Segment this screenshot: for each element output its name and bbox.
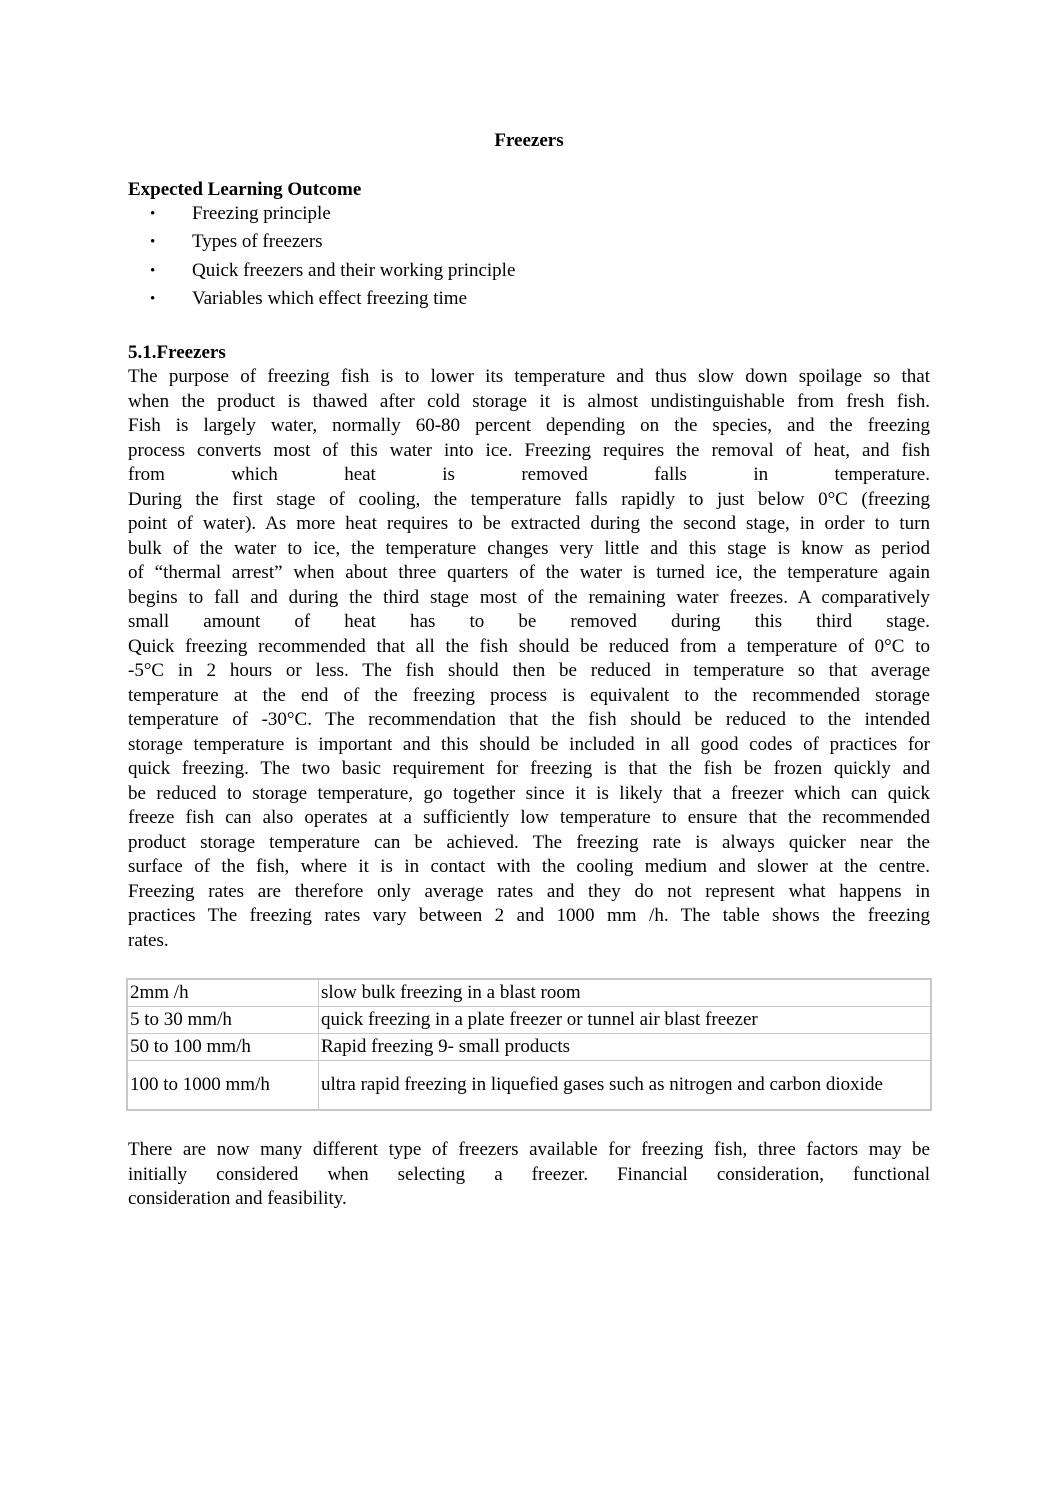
list-item (128, 230, 515, 258)
rate-cell: 100 to 1000 mm/h (127, 1060, 319, 1110)
list-item-text: Types of freezers (192, 231, 323, 253)
text-line: consideration and feasibility. (128, 1188, 347, 1209)
text-line: of “thermal arrest” when about three quarters of the water is turned ice, the temperature again (128, 562, 930, 583)
learning-outcome-list (128, 202, 515, 315)
body-paragraph-freezing (128, 365, 930, 953)
text-line: freeze fish can also operates at a sufficiently low temperature to ensure that the recommended (128, 807, 930, 828)
text-line: Quick freezing recommended that all the fish should be reduced from a temperature of 0°C to (128, 635, 930, 657)
text-line: point of water). As more heat requires to be extracted during the second stage, in order to turn (128, 513, 930, 534)
section-heading: 5.1.Freezers (128, 342, 226, 363)
bullet-icon: • (150, 234, 156, 251)
text-line: practices The freezing rates vary between 2 and 1000 mm /h. The table shows the freezing (128, 905, 930, 926)
description-cell: slow bulk freezing in a blast room (319, 979, 932, 1006)
list-item (128, 259, 515, 287)
text-line: when the product is thawed after cold storage it is almost undistinguishable from fresh fish. (128, 390, 930, 412)
text-line: bulk of the water to ice, the temperature changes very little and this stage is know as period (128, 537, 930, 559)
text-line: begins to fall and during the third stage most of the remaining water freezes. A comparatively (128, 586, 930, 608)
text-line: Freezing rates are therefore only average rates and they do not represent what happens in (128, 880, 930, 902)
text-line: storage temperature is important and this should be included in all good codes of practices for (128, 733, 930, 755)
text-line: be reduced to storage temperature, go together since it is likely that a freezer which can quick (128, 782, 930, 804)
text-line: small amount of heat has to be removed during this third stage. (128, 611, 930, 632)
text-line: quick freezing. The two basic requirement for freezing is that the fish be frozen quickly and (128, 758, 930, 779)
list-item-text: Quick freezers and their working principle (192, 259, 516, 281)
text-line: During the first stage of cooling, the temperature falls rapidly to just below 0°C (freezing (128, 488, 930, 510)
text-line: rates. (128, 929, 169, 951)
table-row (127, 1006, 931, 1033)
text-line: surface of the fish, where it is in contact with the cooling medium and slower at the centre. (128, 856, 930, 877)
freezing-rates-table (126, 978, 932, 1111)
learning-outcome-heading: Expected Learning Outcome (128, 179, 362, 200)
description-cell: ultra rapid freezing in liquefied gases such as nitrogen and carbon dioxide (319, 1060, 932, 1110)
text-line: temperature of -30°C. The recommendation that the fish should be reduced to the intended (128, 709, 930, 730)
description-cell: quick freezing in a plate freezer or tunnel air blast freezer (319, 1006, 932, 1033)
rate-cell: 50 to 100 mm/h (127, 1033, 319, 1060)
text-line: initially considered when selecting a freezer. Financial consideration, functional (128, 1163, 930, 1185)
description-cell: Rapid freezing 9- small products (319, 1033, 932, 1060)
body-paragraph-selection (128, 1138, 930, 1212)
text-line: product storage temperature can be achieved. The freezing rate is always quicker near the (128, 831, 930, 853)
page-title: Freezers (494, 130, 564, 151)
text-line: The purpose of freezing fish is to lower its temperature and thus slow down spoilage so that (128, 366, 930, 387)
text-line: from which heat is removed falls in temperature. (128, 464, 930, 485)
list-item-text: Variables which effect freezing time (192, 287, 468, 309)
bullet-icon: • (150, 262, 156, 279)
rate-cell: 2mm /h (127, 979, 319, 1006)
bullet-icon: • (150, 290, 156, 307)
text-line: Fish is largely water, normally 60-80 percent depending on the species, and the freezing (128, 415, 930, 436)
text-line: -5°C in 2 hours or less. The fish should then be reduced in temperature so that average (128, 660, 930, 681)
bullet-icon: • (150, 206, 156, 222)
list-item-text: Freezing principle (192, 203, 331, 224)
text-line: process converts most of this water into ice. Freezing requires the removal of heat, and fish (128, 439, 930, 461)
rate-cell: 5 to 30 mm/h (127, 1006, 319, 1033)
table-row (127, 979, 931, 1006)
table-row (127, 1033, 931, 1060)
text-line: temperature at the end of the freezing process is equivalent to the recommended storage (128, 684, 930, 706)
text-line: There are now many different type of freezers available for freezing fish, three factors may be (128, 1139, 930, 1160)
list-item (128, 287, 515, 315)
list-item (128, 202, 515, 230)
table-row (127, 1060, 931, 1110)
